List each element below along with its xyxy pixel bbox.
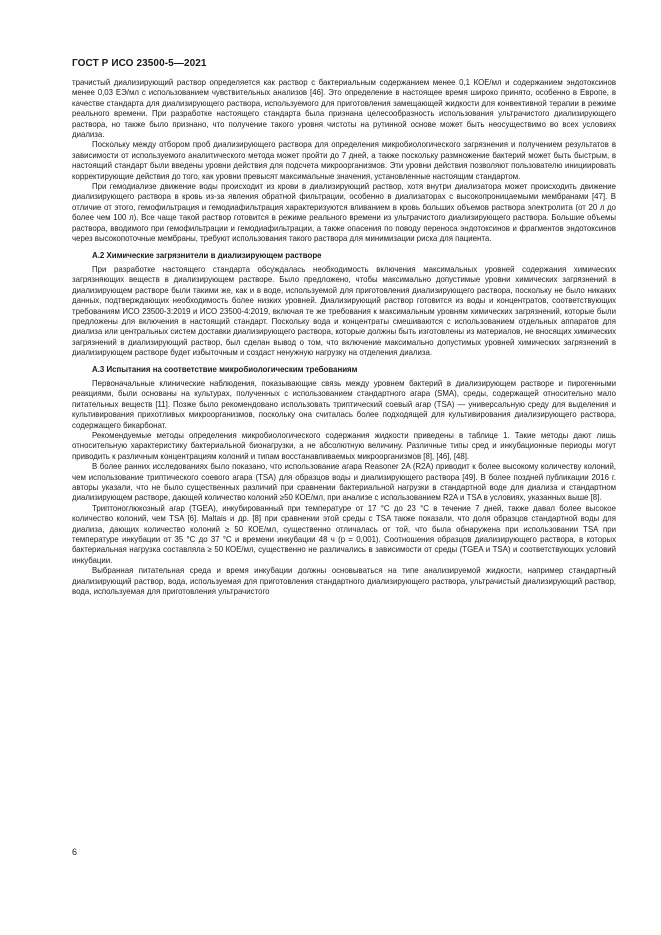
paragraph-r2a-studies: В более ранних исследованиях было показано, что использование агара Reasoner 2A (R2A) приводит к более высокому количеству колоний, чем использование триптического соевого агара (TSA) для образцов воды и диализирующего раствора [49]. В более поздней публикации 2016 г. авторы указали, что не было существенных различий при сравнении бактериальной нагрузки в стандартной воде для диализа и стандартном диализирующем растворе, дающей количество колоний ≥50 КОЕ/мл, при анализе с использованием R2A и TSA в условиях, указанных выше [8]. (72, 462, 616, 503)
section-heading-a2: А.2 Химические загрязнители в диализирующем растворе (92, 250, 322, 260)
document-header: ГОСТ Р ИСО 23500-5—2021 (72, 58, 207, 69)
paragraph-clinical-observations: Первоначальные клинические наблюдения, показывающие связь между уровнем бактерий в диализирующем растворе и пирогенными реакциями, были основаны на культурах, полученных с использованием стандартного агара (SMA), среды, содержащей относительно мало питательных веществ [11]. Позже было рекомендовано использовать триптический соевый агар (TSA) — универсальную среду для выделения и культивирования прихотливых микроорганизмов, поскольку она считалась более подходящей для культивирования диализирующего раствора, содержащего бикарбонат. (72, 378, 616, 430)
paragraph-medium-selection: Выбранная питательная среда и время инкубации должны основываться на типе анализируемой жидкости, например стандартный диализирующий раствор, вода, используемая для приготовления стандартного диализирующего раствора, ультрачистый диализирующий раствор, вода, используемая для приготовления ультрачистого (72, 566, 616, 597)
page-number: 6 (72, 847, 78, 857)
paragraph-hemodialysis-water-movement: При гемодиализе движение воды происходит из крови в диализирующий раствор, хотя внутри диализатора может происходить движение диализирующего раствора в кровь из-за явления обратной фильтрации, особенно в диализаторах с высокопроницаемыми мембранами [47]. В отличие от этого, гемофильтрация и гемодиафильтрация характеризуются вливанием в кровь больших объемов раствора электролита (от 20 л до более чем 100 л). Все чаще такой раствор готовится в режиме реального времени из ультрачистого диализирующего раствора. Большие объемы раствора, вводимого при гемофильтрации и гемодиафильтрации, а также опасения по поводу переноса эндотоксинов и фрагментов эндотоксинов через высокопоточные мембраны, требуют использования такого раствора для минимизации риска для пациента. (72, 182, 616, 244)
section-heading-a3: А.3 Испытания на соответствие микробиологическим требованиям (92, 364, 358, 374)
paragraph-recommended-methods: Рекомендуемые методы определения микробиологического содержания жидкости приведены в таблице 1. Такие методы дают лишь относительную характеристику бактериальной бионагрузки, а не абсолютную величину. Различные типы сред и инкубационные периоды могут приводить к различным концентрациям колоний и типам восстанавливаемых микроорганизмов [8], [46], [48]. (72, 431, 616, 461)
paragraph-chemical-contaminants: При разработке настоящего стандарта обсуждалась необходимость включения максимальных уровней содержания химических загрязняющих веществ в диализирующем растворе. Было предложено, чтобы максимально допустимые уровни химических загрязнений в диализирующем растворе были такими же, как и в воде, используемой для приготовления диализирующего раствора, поскольку не было никаких данных, подтверждающих необходимость более низких уровней. Диализирующий раствор готовится из воды и концентратов, соответствующих требованиям ИСО 23500-3:2019 и ИСО 23500-4:2019, включая те же требования к максимальным уровням химических загрязнений, которые были предложены для включения в настоящий стандарт. Поскольку вода и концентраты смешиваются с использованием отдельных аппаратов для диализа или центральных систем доставки диализирующего раствора, которые должны быть изготовлены из материалов, не вносящих химических загрязнений в диализирующий раствор, был сделан вывод о том, что включение максимально допустимых уровней химических загрязнений в диализирующем растворе будет избыточным и создаст ненужную нагрузку на отделения диализа. (72, 264, 616, 358)
document-body (72, 78, 616, 598)
paragraph-tgea-studies: Триптоноглюкозный агар (TGEA), инкубированный при температуре от 17 °С до 23 °С в течение 7 дней, также давал более высокое количество колоний, чем TSA [6]. Maltais и др. [8] при сравнении этой среды с TSA также показали, что доля образцов стандартной воды для диализа, дающих количество колоний ≥ 50 КОЕ/мл, существенно отличалась от той, что была обнаружена при использовании TSA при температуре инкубации от 35 °С до 37 °С и времени инкубации 48 ч (p = 0,001). Соотношения образцов диализирующего раствора, в которых бактериальная нагрузка составляла ≥ 50 КОЕ/мл, существенно не различались в зависимости от среды (TGEA и TSA) и соответствующих условий инкубации. (72, 503, 616, 565)
paragraph-ultrapure-definition: трачистый диализирующий раствор определяется как раствор с бактериальным содержанием менее 0,1 КОЕ/мл и содержанием эндотоксинов менее 0,03 ЕЭ/мл с использованием чувствительных анализов [46]. Это определение в настоящее время широко принято, особенно в Европе, в качестве стандарта для диализирующего раствора, используемого для приготовления замещающей жидкости для конвективной терапии в режиме реального времени. При разработке настоящего стандарта была признана целесообразность использования ультрачистого диализирующего раствора, но также было признано, что получение такого уровня чистоты на рутинной основе может быть неосуществимо во всех условиях диализа. (72, 78, 616, 140)
paragraph-action-levels: Поскольку между отбором проб диализирующего раствора для определения микробиологического загрязнения и получением результатов в зависимости от используемого аналитического метода может пройти до 7 дней, а также поскольку размножение бактерий может быть быстрым, в настоящий стандарт были введены уровни действия для подсчета микроорганизмов. Эти уровни действия позволяют пользователю инициировать корректирующие действия до того, как уровни превысят максимальные значения, установленные настоящим стандартом. (72, 140, 616, 181)
